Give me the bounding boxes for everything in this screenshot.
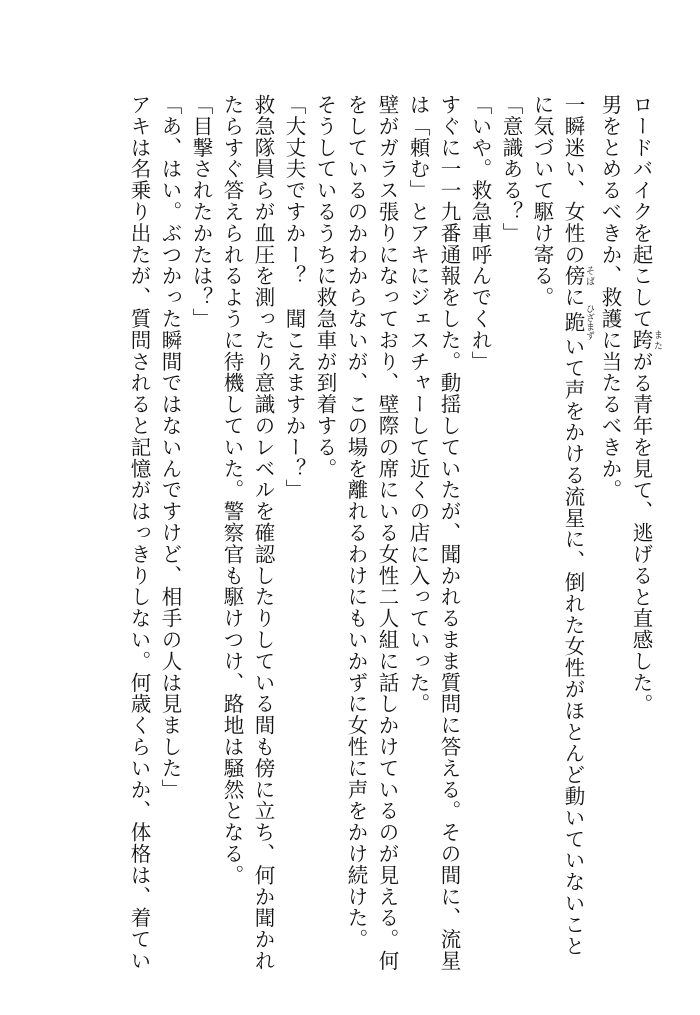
text-line — [557, 94, 594, 974]
text-segment: たらすぐ答えられるように待機していた。警察官も駆けつけ、路地は騒然となる。 — [220, 94, 244, 886]
ruby-base: 跪 — [561, 304, 585, 341]
text-line — [464, 94, 495, 974]
text-segment: 救急隊員らが血圧を測ったり意識のレベルを確認したりしている間も傍に立ち、何か聞かれ — [251, 94, 275, 972]
furigana: そば — [584, 265, 594, 287]
text-segment: アキは名乗り出たが、質問されると記憶がはっきりしない。何歳くらいか、体格は、着てい — [127, 94, 151, 972]
text-line — [340, 94, 371, 974]
text-line — [625, 94, 662, 974]
text-line — [371, 94, 402, 974]
text-line — [154, 94, 185, 974]
text-segment: すぐに一一九番通報をした。動揺していたが、聞かれるまま質問に答える。その間に、流星 — [437, 94, 461, 972]
text-line — [216, 94, 247, 974]
text-segment: そうしているうちに救急車が到着する。 — [313, 94, 337, 480]
text-line — [495, 94, 526, 974]
ruby-base: 傍 — [561, 265, 585, 287]
text-segment: に気づいて駆け寄る。 — [530, 94, 554, 308]
text-line — [526, 94, 557, 974]
text-segment: 一瞬迷い、女性の — [561, 94, 585, 266]
text-segment: は「頼む」とアキにジェスチャーして近くの店に入っていった。 — [406, 94, 430, 715]
text-segment: 男をとめるべきか、救護に当たるべきか。 — [598, 94, 622, 501]
text-segment: ロードバイクを起こして — [629, 94, 653, 330]
text-line — [594, 94, 625, 974]
text-segment: に — [561, 286, 585, 309]
text-segment: 「いや。救急車呼んでくれ」 — [468, 94, 492, 373]
ruby-base: 跨 — [629, 329, 653, 351]
text-line — [185, 94, 216, 974]
text-line — [402, 94, 433, 974]
text-segment: 「あ、はい。ぶつかった瞬間ではないんですけど、相手の人は見ました」 — [158, 94, 182, 801]
text-segment: 「意識ある？」 — [499, 94, 523, 244]
ruby-annotated-word — [629, 329, 662, 351]
text-line — [278, 94, 309, 974]
furigana: また — [652, 329, 662, 351]
text-line — [433, 94, 464, 974]
text-line — [123, 94, 154, 974]
text-segment: がる青年を見て、逃げると直感した。 — [629, 350, 653, 715]
text-line — [247, 94, 278, 974]
text-segment: いて声をかける流星に、倒れた女性がほとんど動いていないこと — [561, 336, 585, 957]
vertical-text-body — [123, 94, 662, 974]
text-segment: 「大丈夫ですかー？ 聞こえますかー？」 — [282, 94, 306, 501]
text-segment: 壁がガラス張りになっており、壁際の席にいる女性二人組に話しかけているのが見える。何 — [375, 94, 399, 972]
text-segment: をしているのかわからないが、この場を離れるわけにもいかずに女性に声をかけ続けた。 — [344, 94, 368, 950]
text-segment: 「目撃されたかたは？」 — [189, 94, 213, 330]
furigana: ひざまず — [584, 304, 594, 341]
text-line — [309, 94, 340, 974]
ruby-annotated-word — [561, 265, 594, 287]
ruby-annotated-word — [561, 304, 594, 341]
